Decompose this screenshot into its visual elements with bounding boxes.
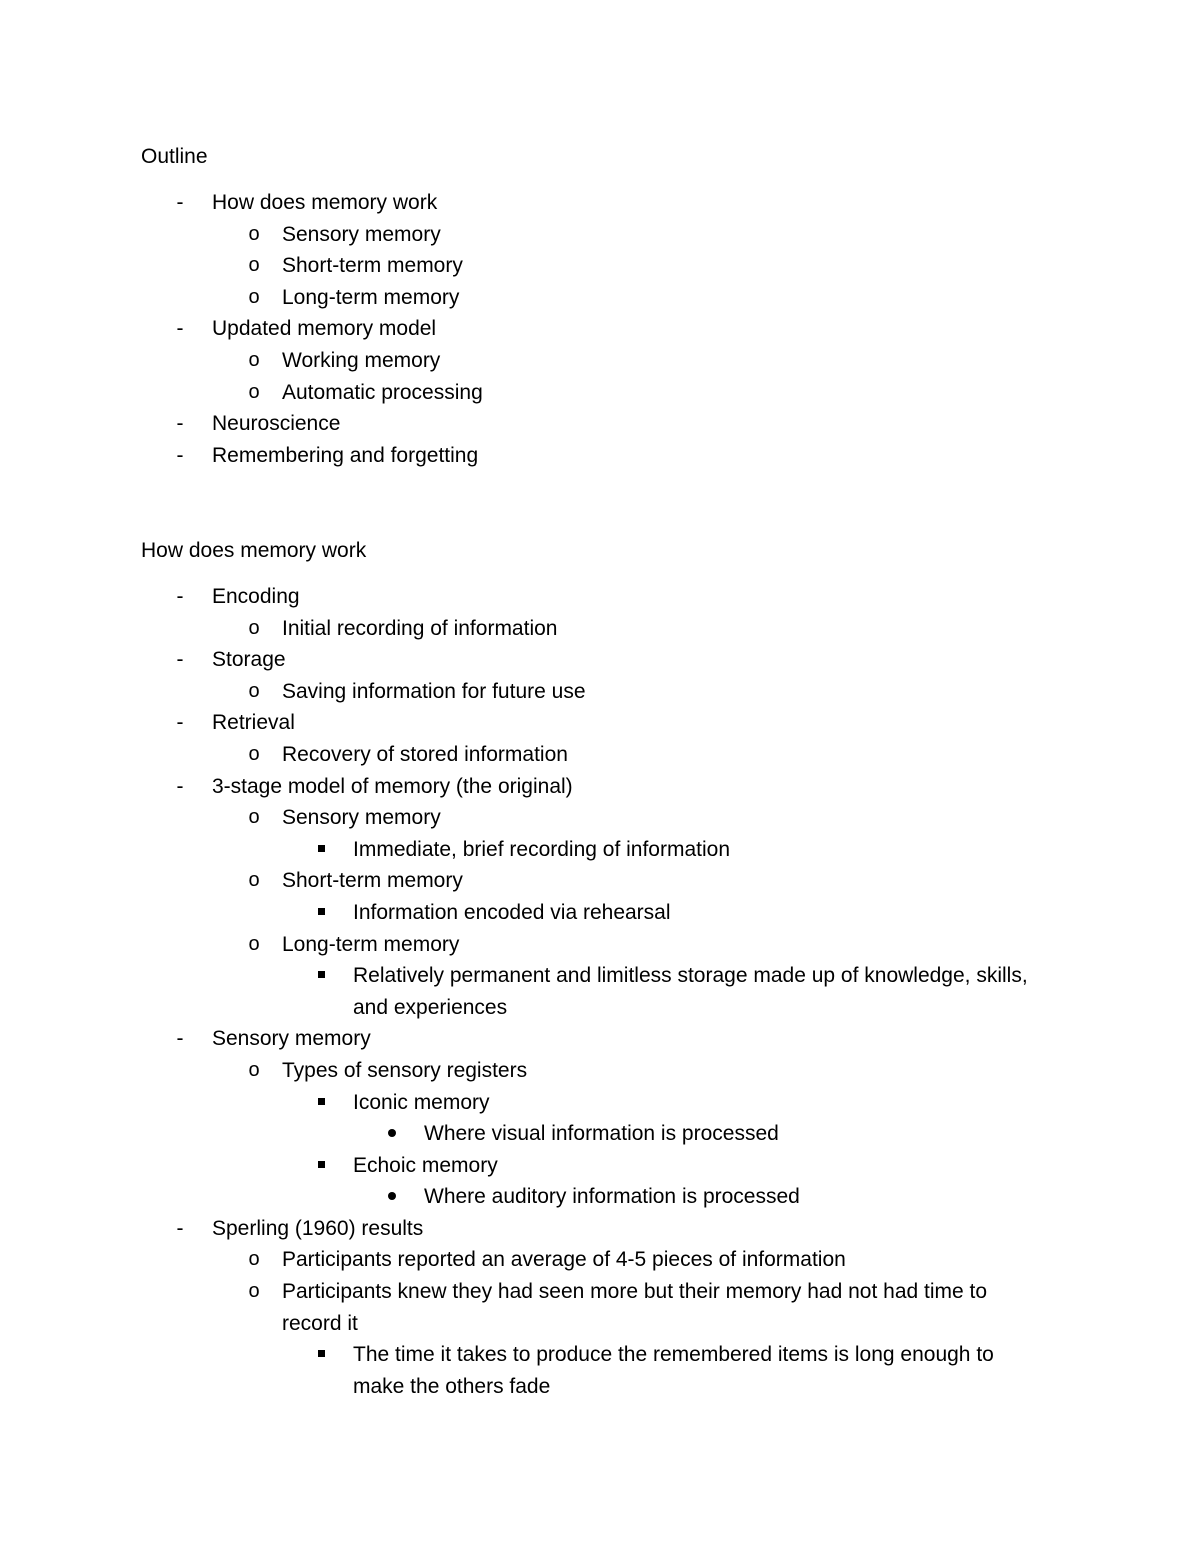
dash-bullet-icon: -	[176, 774, 184, 798]
outline-heading: Outline	[141, 145, 208, 168]
list-item	[0, 676, 1200, 708]
list-item-text: Recovery of stored information	[282, 742, 568, 766]
list-item	[0, 1244, 1200, 1276]
list-item-text: Echoic memory	[353, 1153, 498, 1177]
list-item-text: Participants reported an average of 4-5 pieces of information	[282, 1248, 846, 1272]
circle-bullet-icon: o	[248, 285, 260, 308]
list-item	[0, 408, 1200, 440]
list-item	[0, 1150, 1200, 1213]
list-item	[0, 581, 1200, 644]
list-item-text: Remembering and forgetting	[212, 443, 479, 467]
list-item-text: Iconic memory	[353, 1090, 490, 1114]
list-item	[0, 1118, 1200, 1150]
circle-bullet-icon: o	[248, 380, 260, 403]
list-item-text: Types of sensory registers	[282, 1058, 528, 1082]
list-item-text: Sperling (1960) results	[212, 1216, 424, 1240]
list-item-text: Where visual information is processed	[424, 1122, 779, 1146]
circle-bullet-icon: o	[248, 932, 260, 955]
dash-bullet-icon: -	[176, 1027, 184, 1051]
list-item-text: Working memory	[282, 348, 441, 372]
list-item	[0, 1213, 1200, 1403]
dash-bullet-icon: -	[176, 191, 184, 214]
list-item	[0, 440, 1200, 472]
list-item-text: Short-term memory	[282, 869, 463, 893]
list-item	[0, 707, 1200, 770]
list-item-text: Long-term memory	[282, 285, 460, 309]
list-item-text: Storage	[212, 648, 286, 672]
list-item	[0, 1055, 1200, 1213]
list-item	[0, 1087, 1200, 1150]
list-item-text: Where auditory information is processed	[424, 1185, 800, 1209]
square-bullet-icon	[318, 1350, 325, 1357]
list-item-text: Long-term memory	[282, 932, 460, 956]
list-item-text: Sensory memory	[212, 1027, 371, 1051]
list-item	[0, 865, 1200, 928]
list-item	[0, 897, 1200, 929]
list-item	[0, 644, 1200, 707]
list-item	[0, 929, 1200, 1024]
circle-bullet-icon: o	[248, 1280, 260, 1303]
outline-list	[0, 187, 1200, 471]
list-item	[0, 250, 1200, 282]
list-item	[0, 187, 1200, 313]
square-bullet-icon	[318, 845, 325, 852]
list-item-text: Information encoded via rehearsal	[353, 900, 671, 924]
square-bullet-icon	[318, 971, 325, 978]
list-item	[0, 219, 1200, 251]
list-item	[0, 1181, 1200, 1213]
square-bullet-icon	[318, 1098, 325, 1105]
dash-bullet-icon: -	[176, 443, 184, 467]
circle-bullet-icon: o	[248, 1248, 260, 1271]
list-item	[0, 834, 1200, 866]
circle-bullet-icon: o	[248, 222, 260, 245]
list-item-text: Initial recording of information	[282, 616, 558, 640]
list-item	[0, 377, 1200, 409]
memory-section-list	[0, 581, 1200, 1402]
list-item	[0, 282, 1200, 314]
list-item-text: Neuroscience	[212, 412, 341, 436]
list-item-text: 3-stage model of memory (the original)	[212, 774, 573, 798]
list-item	[0, 739, 1200, 771]
list-item-text: Short-term memory	[282, 254, 463, 278]
list-item	[0, 613, 1200, 645]
list-item-text: Sensory memory	[282, 222, 441, 246]
section-heading: How does memory work	[141, 539, 367, 562]
list-item-text: Sensory memory	[282, 806, 441, 830]
list-item-text: Automatic processing	[282, 380, 483, 404]
dash-bullet-icon: -	[176, 585, 184, 608]
list-item	[0, 960, 1200, 1023]
square-bullet-icon	[318, 908, 325, 915]
circle-bullet-icon: o	[248, 679, 260, 702]
dash-bullet-icon: -	[176, 1216, 184, 1240]
circle-bullet-icon: o	[248, 1058, 260, 1081]
list-item	[0, 1339, 1200, 1402]
list-item	[0, 771, 1200, 1024]
list-item-text: Saving information for future use	[282, 679, 586, 703]
list-item-text: How does memory work	[212, 191, 438, 214]
list-item-text: Immediate, brief recording of information	[353, 837, 731, 861]
list-item-text: Updated memory model	[212, 317, 437, 341]
list-item-text: Retrieval	[212, 711, 295, 735]
list-item	[0, 313, 1200, 408]
circle-bullet-icon: o	[248, 806, 260, 829]
dot-bullet-icon	[388, 1192, 396, 1200]
dash-bullet-icon: -	[176, 648, 184, 672]
circle-bullet-icon: o	[248, 254, 260, 277]
list-item-text: The time it takes to produce the remembered items is long enough to make the others fade	[353, 1343, 994, 1398]
square-bullet-icon	[318, 1161, 325, 1168]
list-item	[0, 1023, 1200, 1213]
dash-bullet-icon: -	[176, 317, 184, 341]
list-item-text: Participants knew they had seen more but their memory had not had time to record it	[282, 1280, 988, 1335]
circle-bullet-icon: o	[248, 616, 260, 639]
list-item	[0, 345, 1200, 377]
dot-bullet-icon	[388, 1129, 396, 1137]
circle-bullet-icon: o	[248, 348, 260, 371]
list-item-text: Encoding	[212, 585, 300, 608]
circle-bullet-icon: o	[248, 742, 260, 765]
dash-bullet-icon: -	[176, 711, 184, 735]
list-item	[0, 802, 1200, 865]
list-item	[0, 1276, 1200, 1402]
list-item-text: Relatively permanent and limitless storage made up of knowledge, skills, and experiences	[353, 964, 1028, 1019]
circle-bullet-icon: o	[248, 869, 260, 892]
dash-bullet-icon: -	[176, 412, 184, 436]
